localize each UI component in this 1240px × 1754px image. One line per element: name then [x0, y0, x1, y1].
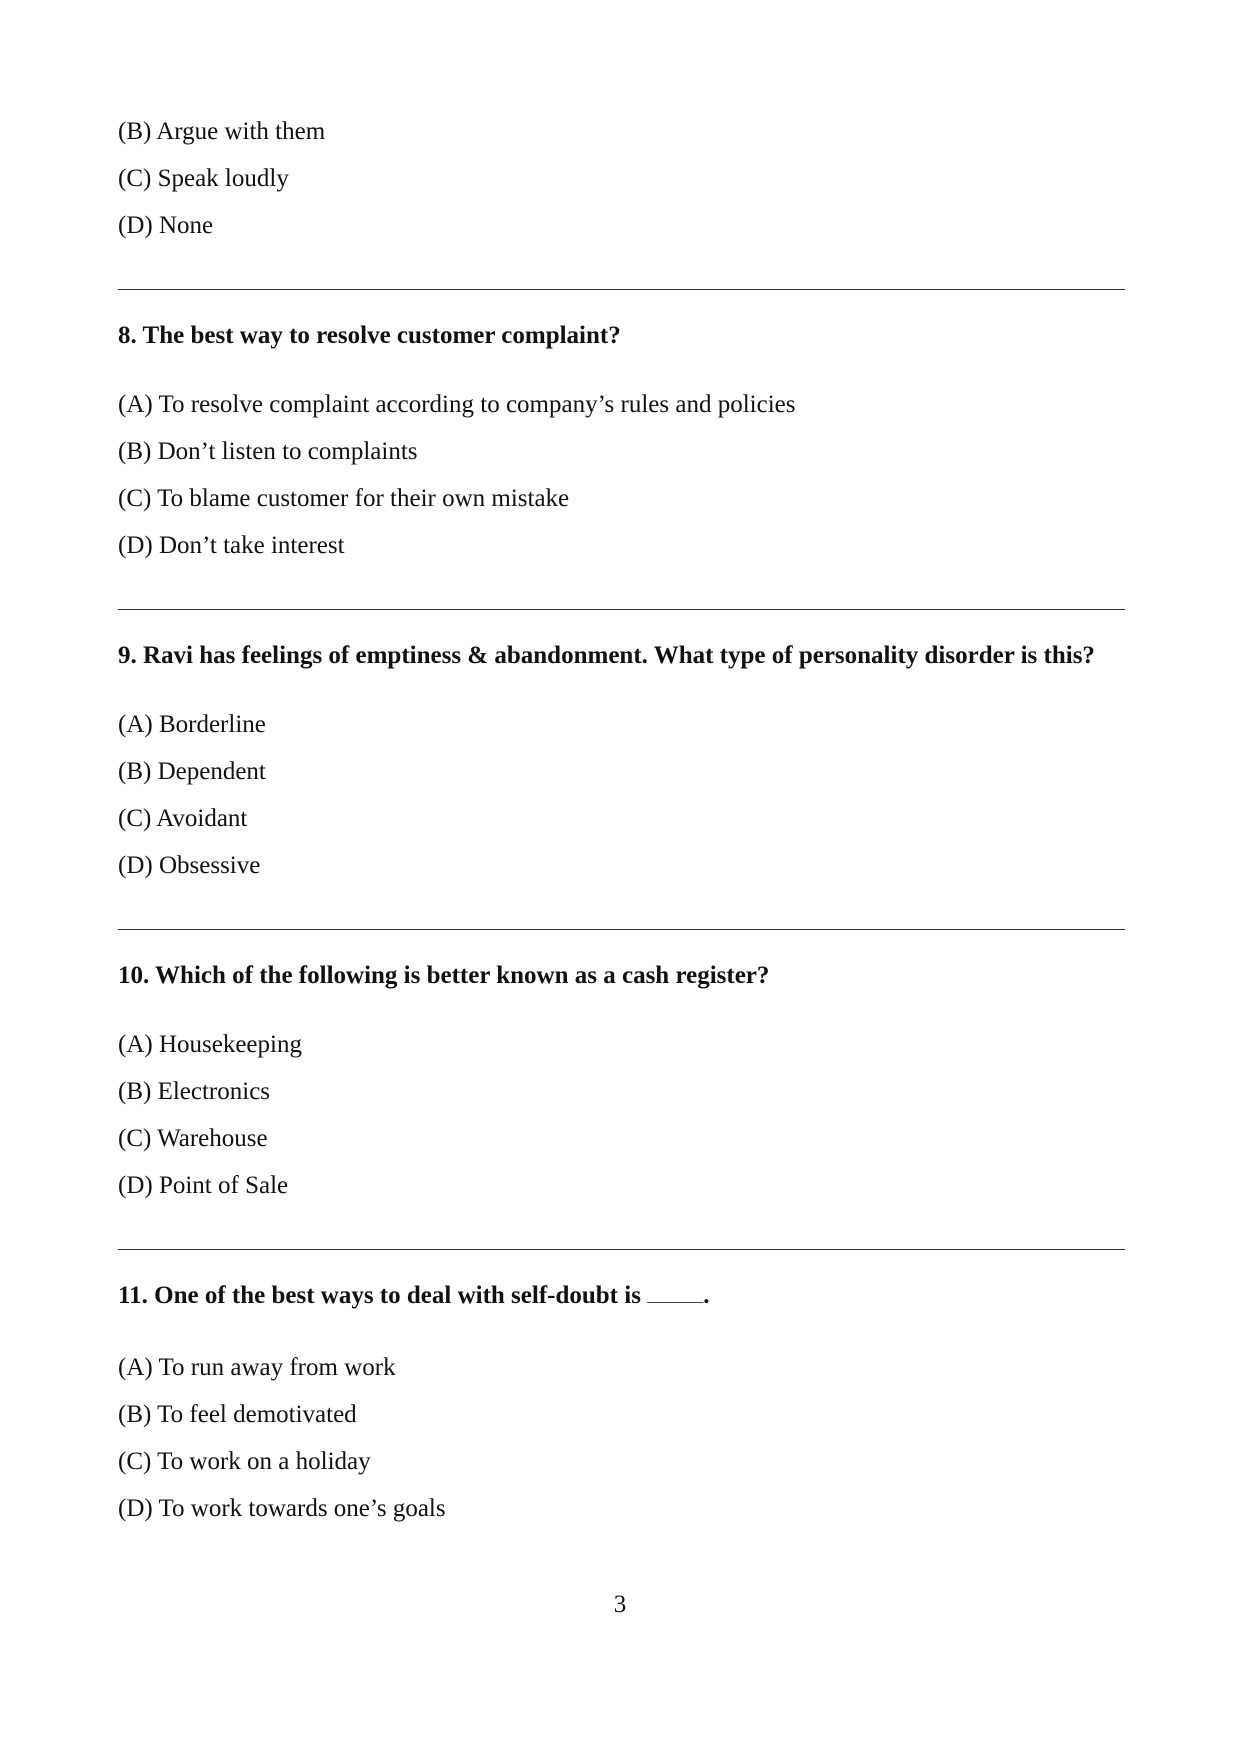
option-d: (D) Don’t take interest [118, 532, 345, 559]
option-c: (C) Avoidant [118, 805, 248, 832]
option-a: (A) To resolve complaint according to company’s rules and policies [118, 391, 796, 418]
option-d: (D) Point of Sale [118, 1172, 289, 1199]
question-text-row [118, 1272, 1125, 1322]
question-8 [118, 312, 1125, 569]
question-end-punctuation: . [703, 1282, 710, 1309]
option-b: (B) To feel demotivated [118, 1401, 357, 1428]
question-text: 10. Which of the following is better known as a cash register? [118, 962, 770, 989]
option-c: (C) Speak loudly [118, 165, 289, 192]
divider [118, 609, 1125, 610]
divider [118, 1249, 1125, 1250]
question-10 [118, 952, 1125, 1209]
question-page [118, 108, 1125, 1532]
question-7-options-continued [118, 108, 1125, 249]
option-c: (C) To work on a holiday [118, 1448, 371, 1475]
option-c: (C) Warehouse [118, 1125, 268, 1152]
option-b: (B) Don’t listen to complaints [118, 438, 418, 465]
question-text: 9. Ravi has feelings of emptiness & abandonment. What type of personality disorder is this? [118, 642, 1095, 669]
divider [118, 929, 1125, 930]
question-text: 11. One of the best ways to deal with self-doubt is [118, 1282, 641, 1309]
option-a: (A) Borderline [118, 711, 266, 738]
option-d: (D) Obsessive [118, 852, 261, 879]
question-11 [118, 1272, 1125, 1532]
option-a: (A) Housekeeping [118, 1031, 302, 1058]
option-a: (A) To run away from work [118, 1354, 396, 1381]
option-b: (B) Argue with them [118, 118, 326, 145]
option-d: (D) To work towards one’s goals [118, 1495, 446, 1522]
question-text: 8. The best way to resolve customer complaint? [118, 322, 621, 349]
divider [118, 289, 1125, 290]
question-9 [118, 632, 1125, 889]
option-b: (B) Electronics [118, 1078, 271, 1105]
answer-blank: _______ [647, 1288, 704, 1305]
option-b: (B) Dependent [118, 758, 266, 785]
option-c: (C) To blame customer for their own mistake [118, 485, 570, 512]
option-d: (D) None [118, 212, 214, 239]
page-number: 3 [613, 1591, 627, 1618]
